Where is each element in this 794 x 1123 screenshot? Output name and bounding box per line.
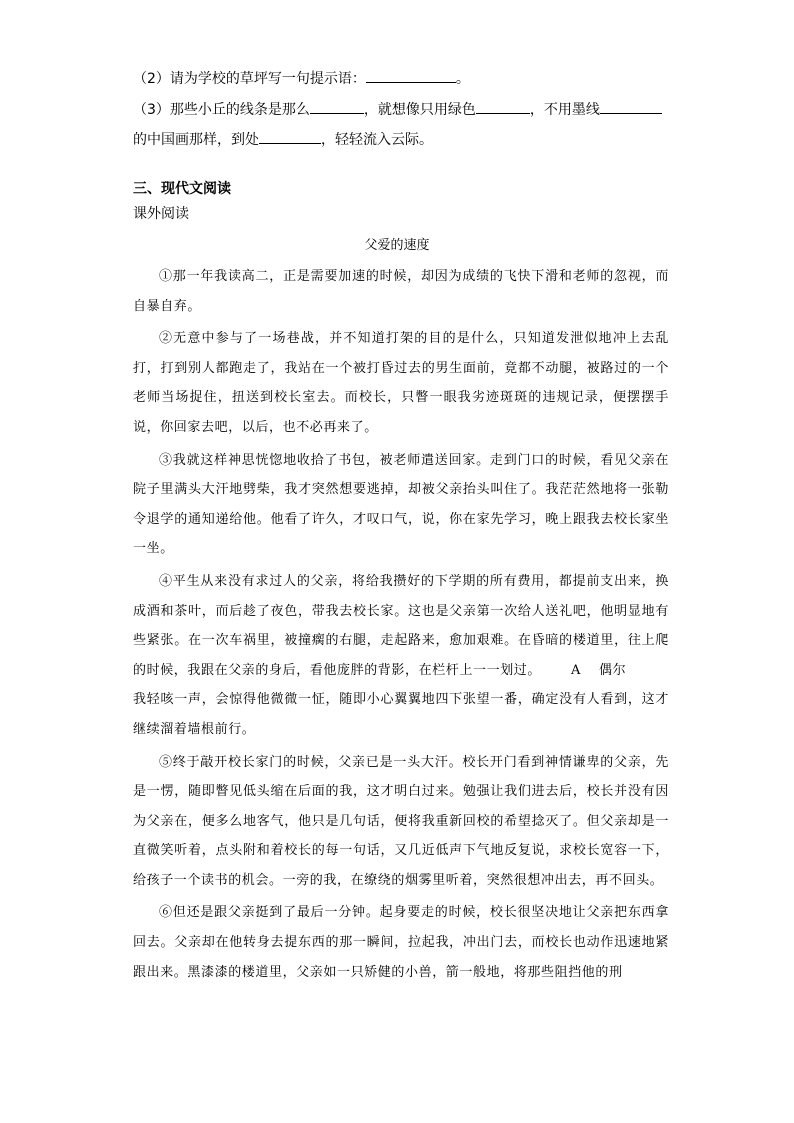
question-3-line-2 — [133, 129, 433, 150]
paragraph-4-trail: 偶尔 — [599, 662, 627, 678]
question-3-text-4: 的中国画那样，到处 — [133, 132, 259, 148]
question-3-text-5: ，轻轻流入云际。 — [321, 132, 433, 148]
section-subtitle: 课外阅读 — [133, 206, 189, 222]
article-title: 父爱的速度 — [364, 238, 430, 253]
paragraph-2: ②无意中参与了一场巷战，并不知道打架的目的是什么，只知道发泄似地冲上去乱打，打到别人都跑走了，我站在一个被打昏过去的男生面前，竟都不动腿，被路过的一个老师当场捉住，扭送到校长室去。而校长，只瞥一眼我劣迹斑斑的违规记录，便摆摆手说，你回家去吧，以后，也不必再来了。 — [133, 331, 669, 435]
question-2 — [133, 68, 470, 89]
answer-blank[interactable] — [476, 99, 530, 114]
paragraph-3: ③我就这样神思恍惚地收拾了书包，被老师遣送回家。走到门口的时候，看见父亲在院子里满头大汗地劈柴，我才突然想要逃掉，却被父亲抬头叫住了。我茫茫然地将一张勒令退学的通知递给他。他看了许久，才叹口气，说，你在家先学习，晚上跟我去校长家坐一坐。 — [133, 452, 669, 557]
answer-blank[interactable] — [259, 129, 321, 144]
paragraph-4-text: ④平生从来没有求过人的父亲，将给我攒好的下学期的所有费用，都提前支出来，换成酒和茶叶，而后趁了夜色，带我去校长家。这也是父亲第一次给人送礼吧，他明显地有些紧张。在一次车祸里，被撞瘸的右腿，走起路来，愈加艰难。在昏暗的楼道里，往上爬的时候，我跟在父亲的身后，看他庞胖的背影，在栏杆上一一划过。 — [133, 573, 669, 678]
answer-blank[interactable] — [310, 99, 364, 114]
answer-blank[interactable] — [600, 99, 662, 114]
paragraph-4-continued: 我轻咳一声，会惊得他微微一怔，随即小心翼翼地四下张望一番，确定没有人看到，这才继续溜着墙根前行。 — [133, 692, 669, 737]
question-3-text-3: ，不用墨线 — [529, 102, 600, 118]
paragraph-5: ⑤终于敲开校长家门的时候，父亲已是一头大汗。校长开门看到神情谦卑的父亲，先是一愣，随即瞥见低头缩在后面的我，这才明白过来。勉强让我们进去后，校长并没有因为父亲在，便多么地客气，他只是几句话，便将我重新回校的希望捻灭了。但父亲却是一直微笑听着，点头附和着校长的每一句话，又几近低声下气地反复说，求校长宽容一下，给孩子一个读书的机会。一旁的我，在缭绕的烟雾里听着，突然很想冲出去，再不回头。 — [133, 754, 669, 888]
article-body — [133, 262, 669, 987]
question-2-end: 。 — [455, 71, 470, 87]
paragraph-1: ①那一年我读高二，正是需要加速的时候，却因为成绩的飞快下滑和老师的忽视，而自暴自弃。 — [133, 269, 669, 314]
marker-a: A — [571, 662, 582, 678]
answer-blank[interactable] — [366, 68, 456, 83]
question-3-line-1 — [133, 99, 662, 120]
section-title: 三、现代文阅读 — [133, 181, 231, 197]
paragraph-6: ⑥但还是跟父亲挺到了最后一分钟。起身要走的时候，校长很坚决地让父亲把东西拿回去。父亲却在他转身去提东西的那一瞬间，拉起我，冲出门去，而校长也动作迅速地紧跟出来。黑漆漆的楼道里，父亲如一只矫健的小兽，箭一般地，将那些阻挡他的刑 — [133, 905, 669, 980]
question-3-text-1: （3）那些小丘的线条是那么 — [133, 102, 310, 118]
question-3-text-2: ，就想像只用绿色 — [363, 102, 476, 118]
question-2-prompt: （2）请为学校的草坪写一句提示语： — [133, 71, 366, 87]
paragraph-4 — [133, 567, 669, 685]
